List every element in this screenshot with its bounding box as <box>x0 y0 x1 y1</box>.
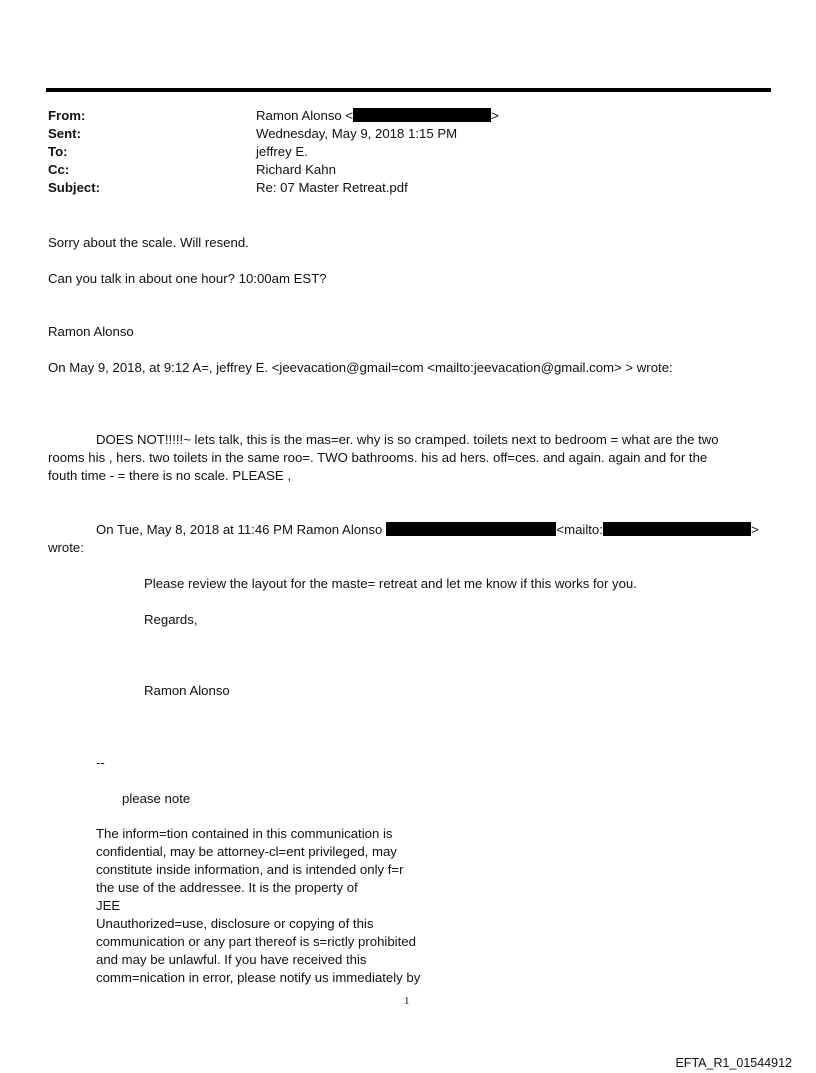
to-value: jeffrey E. <box>256 144 308 159</box>
original-line-1: Please review the layout for the maste= retreat and let me know if this works for you. <box>144 576 637 591</box>
original-regards: Regards, <box>144 612 198 627</box>
signature: Ramon Alonso <box>48 324 134 339</box>
original-signature: Ramon Alonso <box>144 683 230 698</box>
quote2-intro <box>96 522 759 537</box>
disclaimer-line: the use of the addressee. It is the property of <box>96 880 358 895</box>
quote2-mailto: <mailto: <box>556 522 603 537</box>
quote2-prefix: On Tue, May 8, 2018 at 11:46 PM Ramon Alonso <box>96 522 383 537</box>
page-number: 1 <box>404 995 410 1007</box>
reply-line-2: rooms his , hers. two toilets in the same roo=. TWO bathrooms. his ad hers. off=ces. and again. again and for the <box>48 450 708 465</box>
subject-value: Re: 07 Master Retreat.pdf <box>256 180 408 195</box>
from-value <box>256 108 499 123</box>
from-close: > <box>491 108 499 123</box>
to-label: To: <box>48 144 68 159</box>
header-rule <box>46 88 771 92</box>
disclaimer-block <box>96 825 446 987</box>
quote2-wrote: wrote: <box>48 540 84 555</box>
bates-number: EFTA_R1_01544912 <box>675 1056 792 1070</box>
quote-intro: On May 9, 2018, at 9:12 A=, jeffrey E. <jeevacation@gmail=com <mailto:jeevacation@gmail.com> > wrote: <box>48 360 673 375</box>
disclaimer-line: Unauthorized=use, disclosure or copying of this <box>96 916 374 931</box>
cc-value: Richard Kahn <box>256 162 336 177</box>
cc-label: Cc: <box>48 162 70 177</box>
disclaimer-line: constitute inside information, and is intended only f=r <box>96 862 404 877</box>
please-note: please note <box>122 791 191 806</box>
disclaimer-line: The inform=tion contained in this communication is <box>96 826 393 841</box>
disclaimer-line: and may be unlawful. If you have received this <box>96 952 367 967</box>
redaction-bar <box>386 522 556 536</box>
quote2-close: > <box>750 522 759 537</box>
redaction-bar <box>353 108 491 122</box>
reply-line-3: fouth time - = there is no scale. PLEASE , <box>48 468 291 483</box>
from-label: From: <box>48 108 86 123</box>
sent-value: Wednesday, May 9, 2018 1:15 PM <box>256 126 458 141</box>
disclaimer-line: JEE <box>96 898 121 913</box>
disclaimer-line: communication or any part thereof is s=rictly prohibited <box>96 934 416 949</box>
subject-label: Subject: <box>48 180 101 195</box>
body-line-1: Sorry about the scale. Will resend. <box>48 235 249 250</box>
disclaimer-line: comm=nication in error, please notify us immediately by <box>96 970 421 985</box>
separator: -- <box>96 755 105 770</box>
sent-label: Sent: <box>48 126 81 141</box>
redaction-bar <box>603 522 751 536</box>
from-name: Ramon Alonso < <box>256 108 354 123</box>
reply-line-1: DOES NOT!!!!!~ lets talk, this is the mas=er. why is so cramped. toilets next to bedroom = what are the two <box>96 432 719 447</box>
body-line-2: Can you talk in about one hour? 10:00am EST? <box>48 271 327 286</box>
disclaimer-line: confidential, may be attorney-cl=ent privileged, may <box>96 844 397 859</box>
